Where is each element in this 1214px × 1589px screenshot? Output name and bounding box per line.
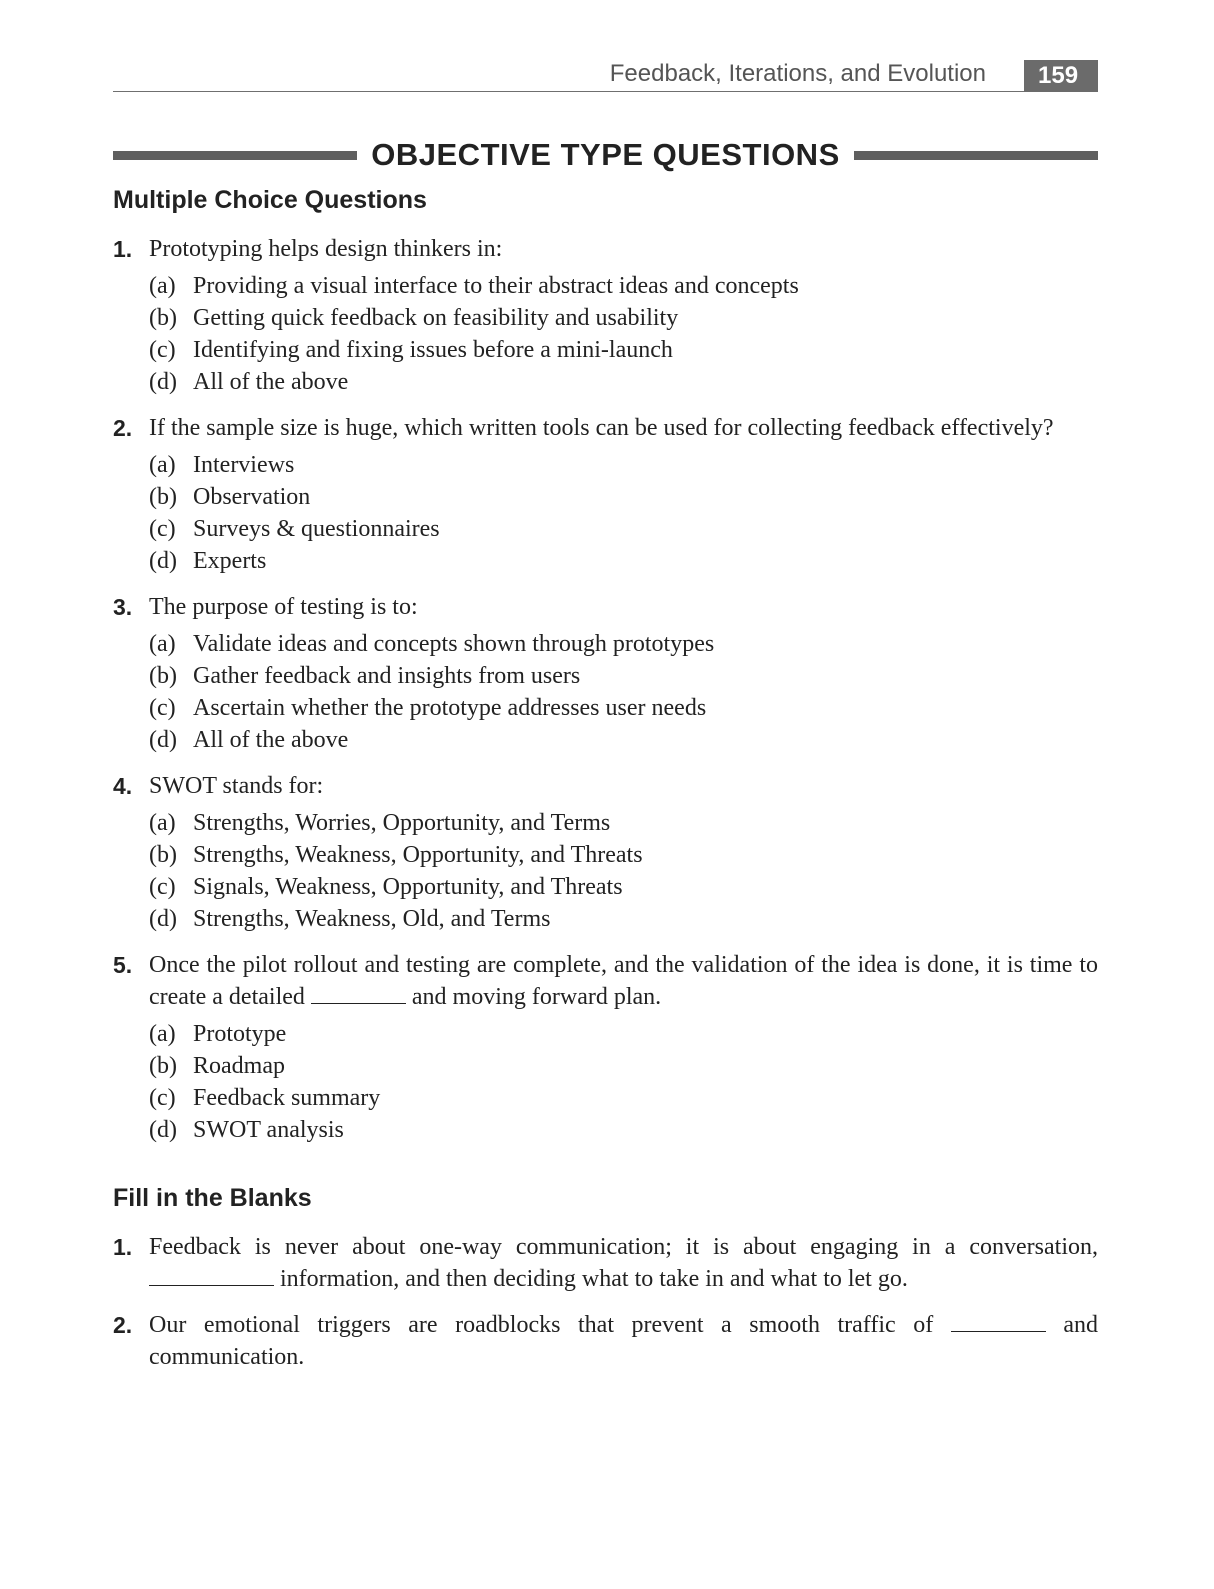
option-text: Gather feedback and insights from users	[193, 663, 581, 689]
mcq-question-5	[113, 949, 1098, 1146]
option-text: Getting quick feedback on feasibility and usability	[193, 305, 679, 331]
option-item	[149, 1018, 1098, 1050]
option-item	[149, 1082, 1098, 1114]
header-rule	[113, 91, 1038, 92]
option-text: Surveys & questionnaires	[193, 516, 440, 542]
page-number: 159	[1024, 60, 1098, 92]
option-label: (a)	[149, 273, 176, 299]
option-text: Observation	[193, 484, 311, 510]
option-item	[149, 1050, 1098, 1082]
question-number: 3.	[113, 594, 133, 620]
option-text: Ascertain whether the prototype addresses user needs	[193, 695, 707, 721]
option-text: Signals, Weakness, Opportunity, and Threats	[193, 874, 623, 900]
section-banner	[113, 135, 1098, 175]
option-label: (d)	[149, 548, 177, 574]
question-text-before: Feedback is never about one-way communication; it is about engaging in a conversation,	[149, 1234, 1098, 1260]
option-text: Interviews	[193, 452, 295, 478]
option-item	[149, 334, 1098, 366]
question-text: SWOT stands for:	[149, 773, 324, 799]
question-number: 1.	[113, 236, 133, 262]
mcq-question-2	[113, 412, 1098, 577]
option-item	[149, 839, 1098, 871]
option-item	[149, 366, 1098, 398]
option-text: Prototype	[193, 1021, 287, 1047]
option-item	[149, 302, 1098, 334]
option-item	[149, 871, 1098, 903]
question-text-before: Our emotional triggers are roadblocks that prevent a smooth traffic of	[149, 1312, 934, 1338]
banner-bar-left	[113, 151, 357, 160]
option-item	[149, 545, 1098, 577]
option-list	[149, 270, 1098, 398]
option-label: (d)	[149, 906, 177, 932]
question-number: 1.	[113, 1234, 133, 1260]
option-label: (b)	[149, 484, 177, 510]
option-label: (a)	[149, 1021, 176, 1047]
option-text: Roadmap	[193, 1053, 285, 1079]
question-text-after: and communication.	[149, 1312, 1099, 1370]
mcq-question-1	[113, 233, 1098, 398]
banner-bar-right	[854, 151, 1098, 160]
question-text: Prototyping helps design thinkers in:	[149, 236, 503, 262]
question-text: The purpose of testing is to:	[149, 594, 418, 620]
mcq-question-3	[113, 591, 1098, 756]
option-item	[149, 449, 1098, 481]
option-label: (b)	[149, 1053, 177, 1079]
mcq-heading: Multiple Choice Questions	[113, 186, 427, 214]
option-item	[149, 481, 1098, 513]
option-text: SWOT analysis	[193, 1117, 344, 1143]
question-text-after: and moving forward plan.	[411, 984, 662, 1010]
option-item	[149, 724, 1098, 756]
mcq-question-4	[113, 770, 1098, 935]
option-item	[149, 903, 1098, 935]
question-text	[149, 1309, 1098, 1373]
option-text: Strengths, Weakness, Opportunity, and Threats	[193, 842, 643, 868]
option-label: (d)	[149, 727, 177, 753]
option-label: (a)	[149, 452, 176, 478]
answer-blank	[311, 983, 406, 1004]
option-label: (c)	[149, 874, 176, 900]
page-header	[113, 52, 1098, 92]
option-text: Identifying and fixing issues before a mini-launch	[193, 337, 673, 363]
question-text: If the sample size is huge, which written tools can be used for collecting feedback effectively?	[149, 415, 1054, 441]
fib-question-1	[113, 1231, 1098, 1295]
option-label: (c)	[149, 337, 176, 363]
option-list	[149, 628, 1098, 756]
option-label: (c)	[149, 1085, 176, 1111]
option-text: Validate ideas and concepts shown through prototypes	[193, 631, 715, 657]
option-text: All of the above	[193, 727, 349, 753]
option-text: Experts	[193, 548, 267, 574]
option-item	[149, 692, 1098, 724]
question-number: 2.	[113, 1312, 133, 1338]
question-number: 5.	[113, 952, 133, 978]
option-item	[149, 628, 1098, 660]
question-text-before: Once the pilot rollout and testing are complete, and the validation of the idea is done, it is time to create a detailed	[149, 952, 1098, 1010]
option-text: Strengths, Worries, Opportunity, and Terms	[193, 810, 611, 836]
option-label: (c)	[149, 695, 176, 721]
option-item	[149, 807, 1098, 839]
question-text	[149, 1231, 1098, 1295]
option-list	[149, 449, 1098, 577]
option-text: Providing a visual interface to their abstract ideas and concepts	[193, 273, 799, 299]
option-text: Feedback summary	[193, 1085, 381, 1111]
section-title: OBJECTIVE TYPE QUESTIONS	[371, 137, 840, 172]
option-text: Strengths, Weakness, Old, and Terms	[193, 906, 551, 932]
option-item	[149, 513, 1098, 545]
page-content	[113, 186, 1098, 1387]
option-label: (d)	[149, 369, 177, 395]
option-label: (b)	[149, 842, 177, 868]
option-item	[149, 270, 1098, 302]
option-label: (d)	[149, 1117, 177, 1143]
option-item	[149, 660, 1098, 692]
question-text-after: information, and then deciding what to take in and what to let go.	[280, 1266, 908, 1292]
fib-heading: Fill in the Blanks	[113, 1184, 312, 1212]
running-title: Feedback, Iterations, and Evolution	[609, 60, 986, 87]
option-label: (b)	[149, 663, 177, 689]
option-item	[149, 1114, 1098, 1146]
option-text: All of the above	[193, 369, 349, 395]
answer-blank	[951, 1311, 1046, 1332]
option-label: (b)	[149, 305, 177, 331]
option-list	[149, 1018, 1098, 1146]
fib-question-2	[113, 1309, 1098, 1373]
option-list	[149, 807, 1098, 935]
question-text	[149, 949, 1098, 1013]
answer-blank	[149, 1265, 274, 1286]
option-label: (a)	[149, 810, 176, 836]
option-label: (a)	[149, 631, 176, 657]
option-label: (c)	[149, 516, 176, 542]
question-number: 4.	[113, 773, 133, 799]
question-number: 2.	[113, 415, 133, 441]
